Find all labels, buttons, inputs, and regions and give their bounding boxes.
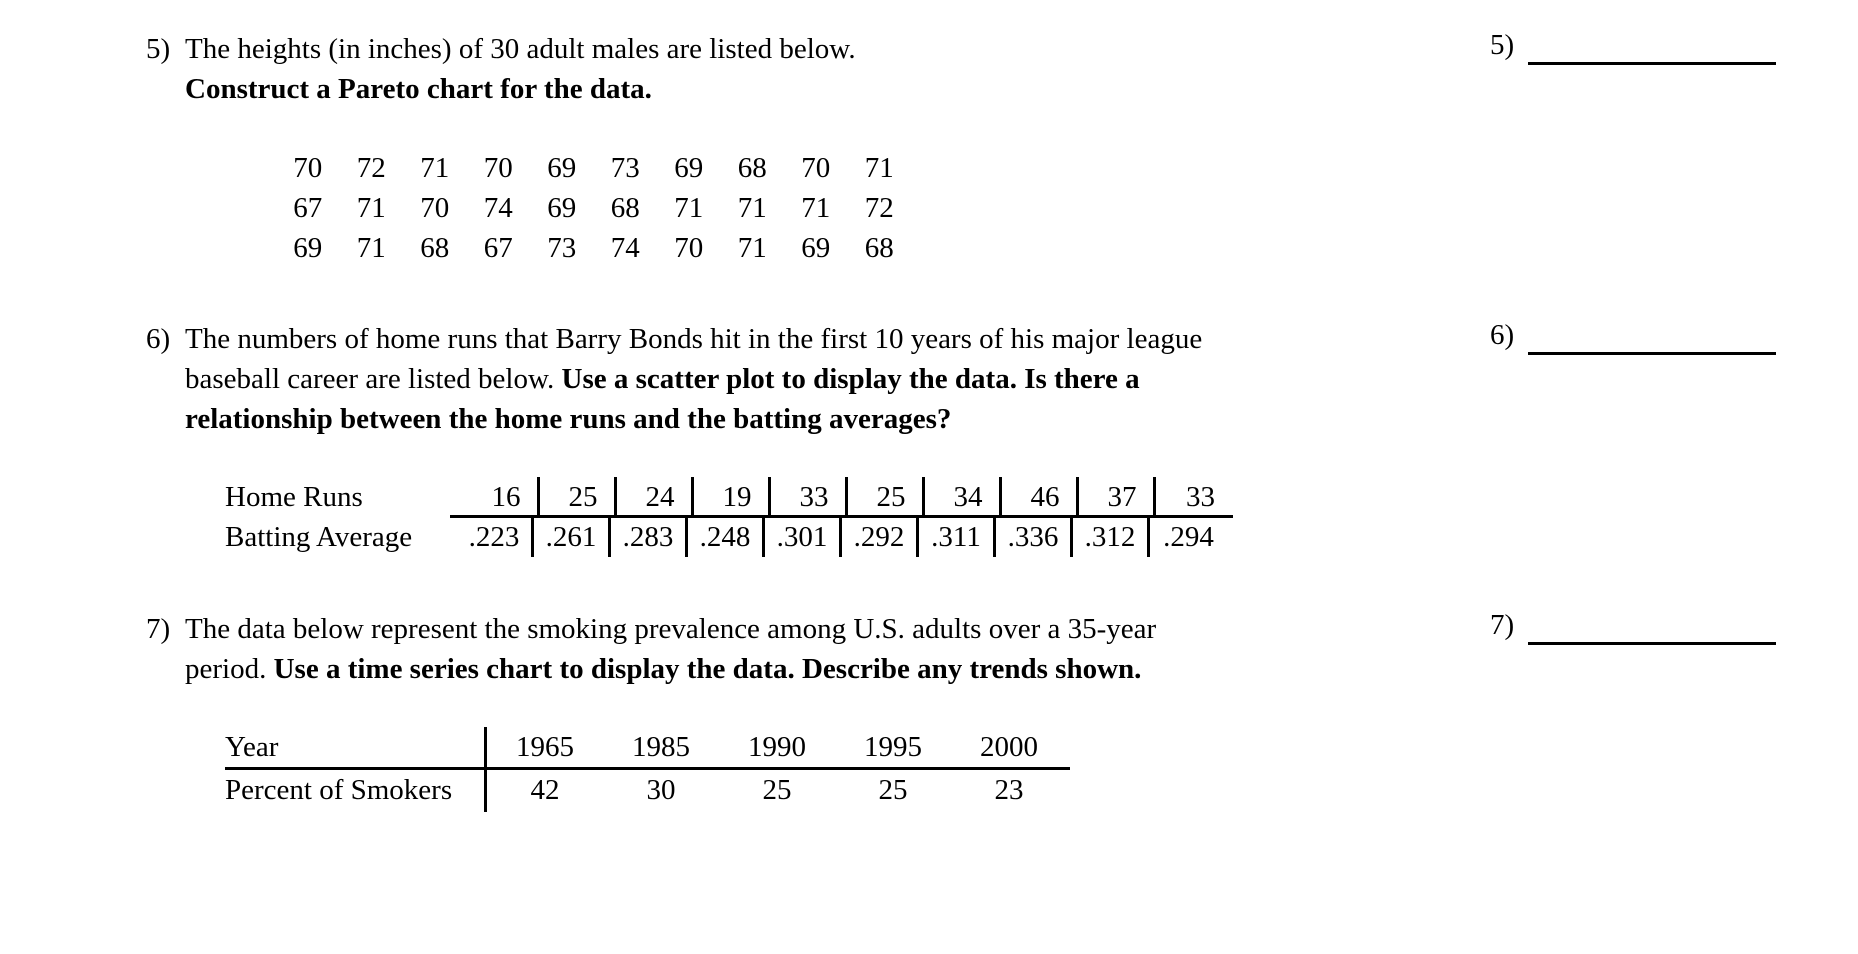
height-value: 68 <box>420 232 450 264</box>
height-value: 69 <box>547 192 577 224</box>
batting-average-cell: .292 <box>842 517 919 557</box>
question-6-text-plain: baseball career are listed below. <box>185 363 555 395</box>
batting-average-row <box>225 517 1233 557</box>
home-runs-cell: 16 <box>463 477 540 517</box>
answer-7-label: 7) <box>1490 609 1515 641</box>
question-5-number: 5) <box>146 33 171 65</box>
question-6-instruction-a: Use a scatter plot to display the data. Is there a <box>561 363 1140 395</box>
height-value: 69 <box>547 152 577 184</box>
percent-cell: 25 <box>762 774 792 806</box>
answer-7-line[interactable] <box>1528 609 1776 645</box>
heights-row <box>276 148 911 188</box>
height-value: 71 <box>801 192 831 224</box>
question-7-text-line1: The data below represent the smoking prevalence among U.S. adults over a 35-year <box>185 613 1157 645</box>
question-6-text-line2 <box>185 359 1445 399</box>
question-5 <box>146 29 1445 109</box>
question-6-number: 6) <box>146 323 171 355</box>
height-value: 67 <box>483 232 513 264</box>
height-value: 69 <box>801 232 831 264</box>
heights-row <box>276 228 911 268</box>
year-cell: 1985 <box>632 731 690 763</box>
batting-average-cell: .223 <box>457 517 534 557</box>
year-cell: 1990 <box>748 731 806 763</box>
height-value: 68 <box>737 152 767 184</box>
batting-average-cell: .294 <box>1163 521 1214 553</box>
year-label: Year <box>225 727 487 767</box>
year-cell: 1965 <box>516 731 574 763</box>
height-value: 70 <box>801 152 831 184</box>
batting-average-cell: .261 <box>534 517 611 557</box>
year-cell: 1995 <box>864 731 922 763</box>
percent-cell: 23 <box>994 774 1024 806</box>
home-runs-cell: 25 <box>540 477 617 517</box>
question-7-number: 7) <box>146 613 171 645</box>
percent-row <box>225 767 1070 810</box>
question-6-text-line1: The numbers of home runs that Barry Bonds hit in the first 10 years of his major league <box>185 323 1203 355</box>
answer-5-line[interactable] <box>1528 29 1776 65</box>
home-runs-cell: 37 <box>1079 477 1156 517</box>
home-runs-row <box>225 477 1233 517</box>
heights-row <box>276 188 911 228</box>
height-value: 69 <box>293 232 323 264</box>
home-runs-table <box>225 477 1233 557</box>
home-runs-cell: 33 <box>771 477 848 517</box>
question-5-text: The heights (in inches) of 30 adult males are listed below. <box>185 33 856 65</box>
answer-5-label: 5) <box>1490 29 1515 61</box>
height-value: 71 <box>864 152 894 184</box>
home-runs-label: Home Runs <box>225 481 363 513</box>
height-value: 71 <box>737 232 767 264</box>
batting-average-cell: .283 <box>611 517 688 557</box>
height-value: 72 <box>864 192 894 224</box>
height-value: 74 <box>483 192 513 224</box>
height-value: 70 <box>293 152 323 184</box>
question-6 <box>146 319 1445 439</box>
height-value: 73 <box>610 152 640 184</box>
height-value: 71 <box>420 152 450 184</box>
home-runs-cell: 34 <box>925 477 1002 517</box>
height-value: 70 <box>483 152 513 184</box>
batting-average-cell: .311 <box>919 517 996 557</box>
answer-6-line[interactable] <box>1528 319 1776 355</box>
year-cell: 2000 <box>980 731 1038 763</box>
home-runs-cell: 24 <box>617 477 694 517</box>
height-value: 71 <box>737 192 767 224</box>
height-value: 74 <box>610 232 640 264</box>
batting-average-cell: .336 <box>996 517 1073 557</box>
height-value: 70 <box>674 232 704 264</box>
home-runs-cell: 19 <box>694 477 771 517</box>
question-6-instruction-b: relationship between the home runs and the batting averages? <box>185 403 952 435</box>
height-value: 73 <box>547 232 577 264</box>
height-value: 71 <box>356 192 386 224</box>
height-value: 67 <box>293 192 323 224</box>
batting-average-label: Batting Average <box>225 521 413 553</box>
heights-grid <box>276 148 911 268</box>
percent-cell: 25 <box>878 774 908 806</box>
question-7-text-line2 <box>185 649 1445 689</box>
percent-cell: 30 <box>646 774 676 806</box>
height-value: 71 <box>674 192 704 224</box>
percent-label: Percent of Smokers <box>225 770 487 812</box>
height-value: 72 <box>356 152 386 184</box>
height-value: 71 <box>356 232 386 264</box>
home-runs-cell: 33 <box>1186 481 1215 513</box>
height-value: 69 <box>674 152 704 184</box>
question-5-instruction: Construct a Pareto chart for the data. <box>185 73 652 105</box>
batting-average-cell: .301 <box>765 517 842 557</box>
table-divider <box>450 515 1233 518</box>
height-value: 68 <box>610 192 640 224</box>
home-runs-cell: 46 <box>1002 477 1079 517</box>
year-row <box>225 727 1070 767</box>
question-7-instruction: Use a time series chart to display the data. Describe any trends shown. <box>273 653 1142 685</box>
smokers-table <box>225 727 1070 810</box>
batting-average-cell: .312 <box>1073 517 1150 557</box>
height-value: 68 <box>864 232 894 264</box>
question-7-text-plain: period. <box>185 653 267 685</box>
percent-cell: 42 <box>530 774 560 806</box>
answer-6-label: 6) <box>1490 319 1515 351</box>
question-7 <box>146 609 1445 689</box>
home-runs-cell: 25 <box>848 477 925 517</box>
batting-average-cell: .248 <box>688 517 765 557</box>
height-value: 70 <box>420 192 450 224</box>
